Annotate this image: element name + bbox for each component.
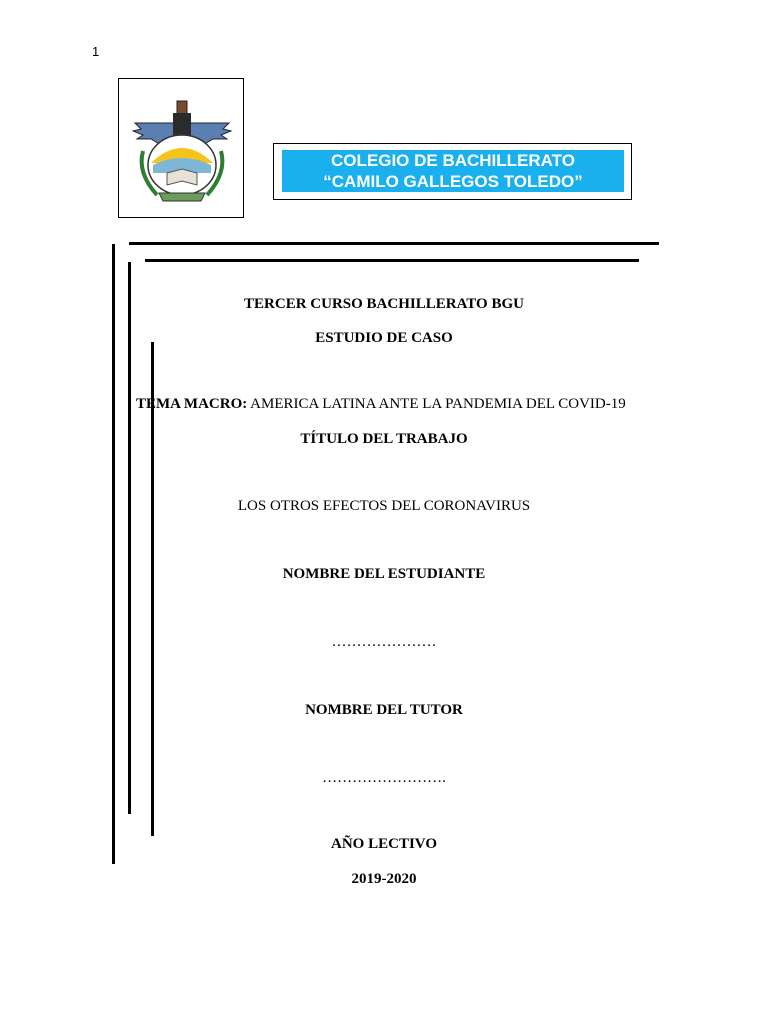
- left-rule-inner: [151, 342, 154, 836]
- study-type-heading: ESTUDIO DE CASO: [315, 330, 453, 346]
- student-value: …………………: [331, 634, 437, 650]
- top-rule-outer: [129, 242, 659, 245]
- year-value: 2019-2020: [351, 871, 417, 887]
- title-label: TÍTULO DEL TRABAJO: [300, 431, 468, 447]
- logo-frame: [118, 78, 244, 218]
- school-name-line1: COLEGIO DE BACHILLERATO: [331, 151, 575, 170]
- school-crest-icon: [127, 93, 237, 205]
- tutor-label: NOMBRE DEL TUTOR: [305, 702, 463, 718]
- top-rule-inner: [145, 259, 639, 262]
- title-value: LOS OTROS EFECTOS DEL CORONAVIRUS: [237, 498, 531, 514]
- page-number: 1: [92, 44, 100, 59]
- school-name-frame: [273, 143, 632, 200]
- school-name-banner: [282, 150, 624, 192]
- student-label: NOMBRE DEL ESTUDIANTE: [282, 566, 486, 582]
- tutor-value: …………………….: [322, 770, 446, 786]
- theme-line: [136, 396, 626, 413]
- theme-value: AMERICA LATINA ANTE LA PANDEMIA DEL COVID-19: [247, 396, 626, 412]
- theme-label: TEMA MACRO:: [136, 396, 248, 412]
- course-heading: TERCER CURSO BACHILLERATO BGU: [244, 296, 524, 312]
- school-name-line2: “CAMILO GALLEGOS TOLEDO”: [323, 172, 583, 191]
- year-label: AÑO LECTIVO: [331, 836, 437, 852]
